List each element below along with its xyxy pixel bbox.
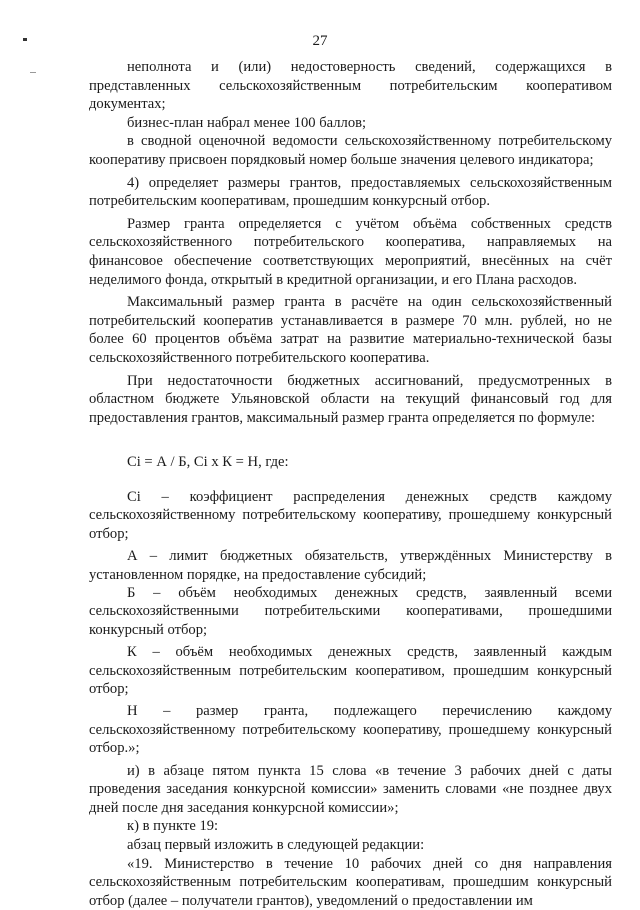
document-body [89, 58, 612, 910]
paragraph: бизнес-план набрал менее 100 баллов; [127, 114, 367, 131]
paragraph: 4) определяет размеры грантов, предоставляемых сельскохозяйственным потребительским кооперативам, прошедшим конкурсный отбор. [89, 174, 612, 210]
paragraph: абзац первый изложить в следующей редакции: [127, 836, 425, 853]
scan-mark [30, 72, 36, 73]
paragraph: Б – объём необходимых денежных средств, заявленный всеми сельскохозяйственными потребительскими кооперативами, прошедшими конкурсный отбор; [89, 584, 612, 638]
formula: Ci = А / Б, Ci х К = Н, где: [127, 454, 289, 471]
paragraph: в сводной оценочной ведомости сельскохозяйственному потребительскому кооперативу присвоен порядковый номер больше значения целевого индикатора; [89, 133, 612, 168]
paragraph: и) в абзаце пятом пункта 15 слова «в течение 3 рабочих дней с даты проведения заседания конкурсной комиссии» заменить словами «не позднее двух дней после дня заседания конкурсной комиссии»; [89, 762, 612, 816]
paragraph: При недостаточности бюджетных ассигнований, предусмотренных в областном бюджете Ульяновской области на текущий финансовый год для предоставления грантов, максимальный размер гранта определяется по формуле: [89, 372, 612, 426]
paragraph: к) в пункте 19: [127, 818, 219, 835]
paragraph: Н – размер гранта, подлежащего перечислению каждому сельскохозяйственному потребительскому кооперативу, прошедшему конкурсный отбор.»; [89, 703, 612, 757]
paragraph: неполнота и (или) недостоверность сведений, содержащихся в представленных сельскохозяйственным потребительским кооперативом документах; [89, 59, 612, 113]
paragraph: Ci – коэффициент распределения денежных средств каждому сельскохозяйственному потребительскому кооперативу, прошедшему конкурсный отбор; [89, 488, 612, 542]
paragraph: Максимальный размер гранта в расчёте на один сельскохозяйственный потребительский кооператив устанавливается в размере 70 млн. рублей, но не более 60 процентов объёма затрат на развитие материально-технической базы сельскохозяйственного потребительского кооператива. [89, 294, 612, 366]
paragraph: К – объём необходимых денежных средств, заявленный каждым сельскохозяйственным потребительским кооперативом, прошедшим конкурсный отбор; [89, 644, 612, 697]
page-number: 27 [312, 33, 328, 49]
paragraph: А – лимит бюджетных обязательств, утверждённых Министерству в установленном порядке, на предоставление субсидий; [89, 548, 612, 583]
paragraph: Размер гранта определяется с учётом объёма собственных средств сельскохозяйственного потребительского кооператива, направляемых на финансовое обеспечение соответствующих мероприятий, внесённых на счёт неделимого фонда, открытый в кредитной организации, и его Плана расходов. [89, 215, 612, 288]
paragraph: «19. Министерство в течение 10 рабочих дней со дня направления сельскохозяйственным потребительским кооперативам, прошедшим конкурсный отбор (далее – получатели грантов), уведомлений о предоставлении им [89, 855, 612, 909]
